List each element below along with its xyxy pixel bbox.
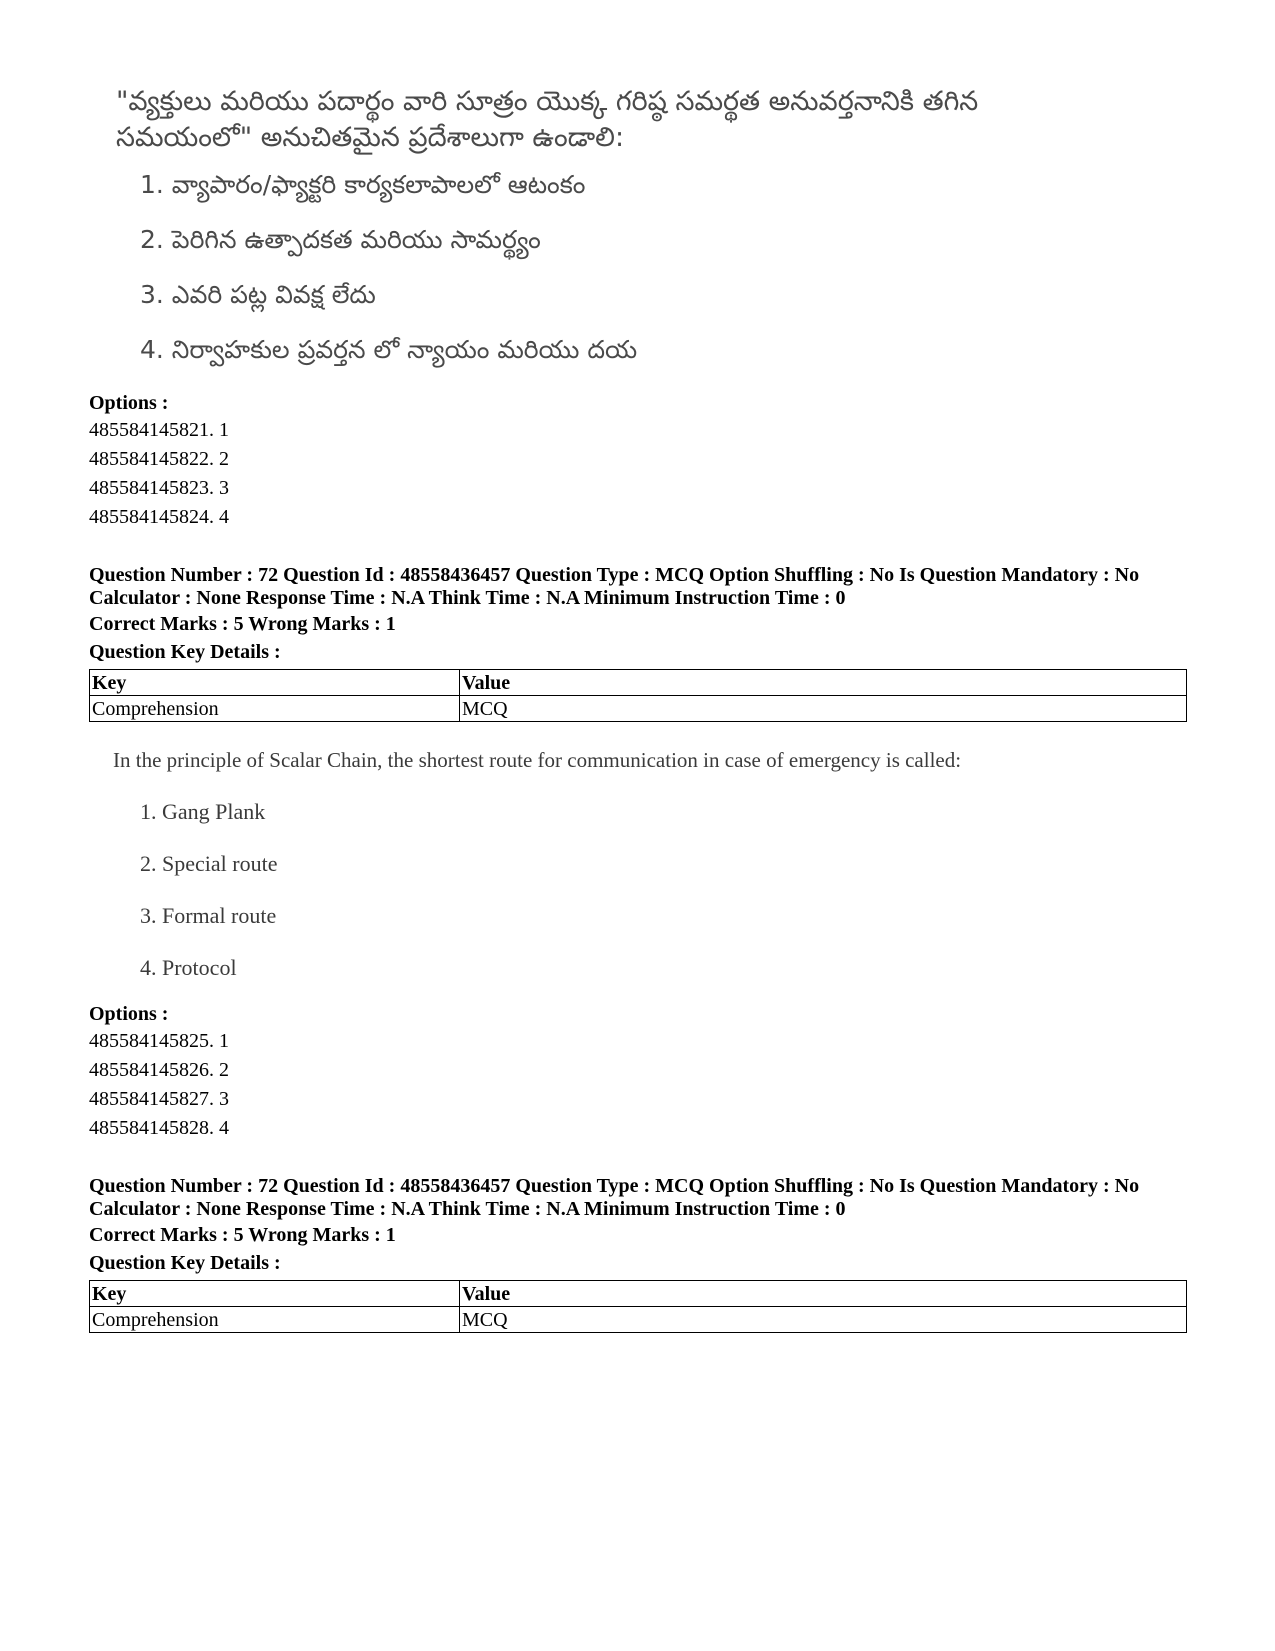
option-item: 485584145821. 1 — [89, 419, 229, 441]
table-header-row — [90, 1281, 1187, 1307]
table-cell-key: Comprehension — [90, 696, 460, 722]
question-b-choice-4: 4. Protocol — [140, 955, 237, 980]
option-item: 485584145825. 1 — [89, 1030, 229, 1052]
option-item: 485584145823. 3 — [89, 477, 229, 499]
option-item: 485584145827. 3 — [89, 1088, 229, 1110]
table-header-row — [90, 670, 1187, 696]
options-list-b — [89, 1027, 229, 1143]
table-row — [90, 1307, 1187, 1333]
question-b-image — [113, 746, 1113, 986]
options-label-b: Options : — [89, 1003, 169, 1025]
option-item: 485584145828. 4 — [89, 1117, 229, 1139]
option-item: 485584145824. 4 — [89, 506, 229, 528]
question-b-choice-3: 3. Formal route — [140, 903, 277, 928]
table-cell-key: Comprehension — [90, 1307, 460, 1333]
option-item: 485584145822. 2 — [89, 448, 229, 470]
options-list-a — [89, 416, 229, 532]
question-meta-1: Question Number : 72 Question Id : 48558436457 Question Type : MCQ Option Shuffling : No Is Question Mandatory : No Calculator : None Response Time : N.A Think Time : N.A Minimum Instruction Time : 0 — [89, 564, 1140, 609]
marks-1: Correct Marks : 5 Wrong Marks : 1 — [89, 613, 396, 635]
question-meta-2: Question Number : 72 Question Id : 48558436457 Question Type : MCQ Option Shuffling : No Is Question Mandatory : No Calculator : None Response Time : N.A Think Time : N.A Minimum Instruction Time : 0 — [89, 1175, 1140, 1220]
question-b-choice-2: 2. Special route — [140, 851, 278, 876]
key-details-label-1: Question Key Details : — [89, 641, 281, 663]
table-cell-value: MCQ — [460, 1307, 1187, 1333]
marks-2: Correct Marks : 5 Wrong Marks : 1 — [89, 1224, 396, 1246]
table-header-key: Key — [90, 1281, 460, 1307]
table-header-value: Value — [460, 670, 1187, 696]
question-a-image — [116, 84, 1116, 374]
table-header-value: Value — [460, 1281, 1187, 1307]
question-a-choice-3: 3. ఎవరి పట్ల వివక్ష లేదు — [140, 280, 376, 309]
key-details-table-2 — [89, 1280, 1187, 1333]
key-details-table-1 — [89, 669, 1187, 722]
options-label-a: Options : — [89, 392, 169, 414]
question-a-stem: "వ్యక్తులు మరియు పదార్థం వారి సూత్రం యొక్క గరిష్ఠ సమర్థత అనువర్తనానికి తగిన సమయంలో" అనుచితమైన ప్రదేశాలుగా ఉండాలి: — [116, 86, 979, 153]
option-item: 485584145826. 2 — [89, 1059, 229, 1081]
question-b-stem: In the principle of Scalar Chain, the shortest route for communication in case of emergency is called: — [113, 748, 962, 772]
question-b-choice-1: 1. Gang Plank — [140, 799, 266, 824]
question-a-choice-1: 1. వ్యాపారం/ఫ్యాక్టరి కార్యకలాపాలలో ఆటంకం — [140, 170, 586, 199]
table-header-key: Key — [90, 670, 460, 696]
table-cell-value: MCQ — [460, 696, 1187, 722]
question-a-choice-2: 2. పెరిగిన ఉత్పాదకత మరియు సామర్థ్యం — [140, 225, 541, 254]
question-a-choice-4: 4. నిర్వాహకుల ప్రవర్తన లో న్యాయం మరియు దయ — [140, 335, 638, 364]
table-row — [90, 696, 1187, 722]
key-details-label-2: Question Key Details : — [89, 1252, 281, 1274]
